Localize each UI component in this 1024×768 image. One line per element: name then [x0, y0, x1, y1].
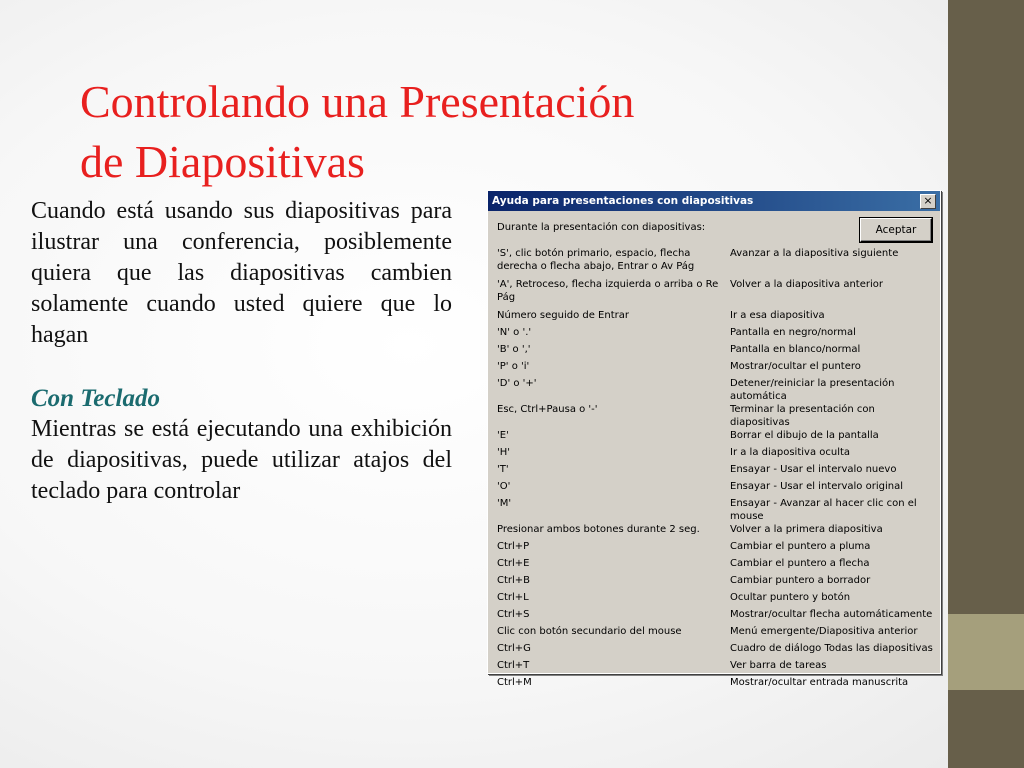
- shortcut-key: Número seguido de Entrar: [497, 310, 629, 321]
- side-decoration-accent: [948, 614, 1024, 690]
- shortcut-action: Ir a esa diapositiva: [730, 310, 825, 321]
- shortcut-action: Cambiar el puntero a pluma: [730, 541, 871, 552]
- shortcut-action: Mostrar/ocultar entrada manuscrita: [730, 677, 909, 688]
- shortcut-rows: [497, 247, 935, 693]
- shortcut-row: [497, 403, 935, 429]
- shortcut-row: [497, 557, 935, 574]
- shortcut-table: [497, 247, 935, 693]
- shortcut-key: Ctrl+G: [497, 643, 531, 654]
- shortcut-row: [497, 377, 935, 403]
- dialog-intro: Durante la presentación con diapositivas:: [497, 222, 706, 233]
- help-dialog: [487, 190, 941, 688]
- shortcut-key: Ctrl+M: [497, 677, 532, 688]
- shortcut-key: Ctrl+B: [497, 575, 531, 586]
- shortcut-action: Ocultar puntero y botón: [730, 592, 851, 603]
- shortcut-action: Ver barra de tareas: [730, 660, 827, 671]
- shortcut-action: Mostrar/ocultar el puntero: [730, 361, 861, 372]
- subheading: Con Teclado: [31, 385, 160, 412]
- shortcut-key: Ctrl+T: [497, 660, 530, 671]
- shortcut-key: 'D' o '+': [497, 378, 537, 389]
- shortcut-row: [497, 309, 935, 326]
- close-icon[interactable]: ×: [920, 194, 936, 209]
- slide-title-line-1: Controlando una Presentación: [80, 76, 635, 127]
- shortcut-action: Menú emergente/Diapositiva anterior: [730, 626, 918, 637]
- shortcut-row: [497, 574, 935, 591]
- shortcut-row: [497, 247, 935, 278]
- shortcut-row: [497, 429, 935, 446]
- shortcut-action: Cambiar puntero a borrador: [730, 575, 871, 586]
- shortcut-action: Volver a la diapositiva anterior: [730, 279, 884, 290]
- shortcut-key: Ctrl+P: [497, 541, 530, 552]
- shortcut-row: [497, 659, 935, 676]
- body-paragraph: Mientras se está ejecutando una exhibición de diapositivas, puede utilizar atajos del teclado para controlar: [31, 416, 452, 504]
- shortcut-row: [497, 523, 935, 540]
- shortcut-key: 'M': [497, 498, 512, 509]
- shortcut-key: Ctrl+E: [497, 558, 530, 569]
- dialog-titlebar[interactable]: [488, 191, 940, 211]
- shortcut-action: Mostrar/ocultar flecha automáticamente: [730, 609, 933, 620]
- shortcut-action: Cuadro de diálogo Todas las diapositivas: [730, 643, 933, 654]
- shortcut-key: Presionar ambos botones durante 2 seg.: [497, 524, 700, 535]
- shortcut-action: Borrar el dibujo de la pantalla: [730, 430, 879, 441]
- shortcut-key: 'S', clic botón primario, espacio, flecha derecha o flecha abajo, Entrar o Av Pág: [497, 248, 695, 272]
- shortcut-row: [497, 278, 935, 309]
- dialog-title: Ayuda para presentaciones con diapositivas: [492, 195, 754, 207]
- slide-title-line-2: de Diapositivas: [80, 136, 365, 187]
- shortcut-action: Terminar la presentación con diapositivas: [730, 404, 875, 428]
- shortcut-row: [497, 497, 935, 523]
- shortcut-action: Pantalla en blanco/normal: [730, 344, 861, 355]
- shortcut-key: 'E': [497, 430, 509, 441]
- shortcut-key: 'O': [497, 481, 511, 492]
- intro-paragraph: Cuando está usando sus diapositivas para ilustrar una conferencia, posiblemente quiera que las diapositivas cambien solamente cuando usted quiere que lo hagan: [31, 198, 452, 348]
- shortcut-key: 'T': [497, 464, 509, 475]
- shortcut-action: Cambiar el puntero a flecha: [730, 558, 870, 569]
- shortcut-action: Pantalla en negro/normal: [730, 327, 856, 338]
- shortcut-row: [497, 343, 935, 360]
- shortcut-key: 'A', Retroceso, flecha izquierda o arriba o Re Pág: [497, 279, 719, 303]
- shortcut-action: Volver a la primera diapositiva: [730, 524, 883, 535]
- shortcut-action: Ensayar - Usar el intervalo original: [730, 481, 903, 492]
- slide-title: [80, 72, 800, 192]
- shortcut-row: [497, 676, 935, 693]
- shortcut-action: Ensayar - Usar el intervalo nuevo: [730, 464, 897, 475]
- shortcut-row: [497, 360, 935, 377]
- shortcut-row: [497, 608, 935, 625]
- shortcut-action: Detener/reiniciar la presentación automática: [730, 378, 895, 402]
- shortcut-key: Ctrl+S: [497, 609, 530, 620]
- shortcut-row: [497, 591, 935, 608]
- shortcut-action: Avanzar a la diapositiva siguiente: [730, 248, 899, 259]
- shortcut-key: 'N' o '.': [497, 327, 532, 338]
- shortcut-key: 'H': [497, 447, 511, 458]
- shortcut-row: [497, 326, 935, 343]
- shortcut-key: Esc, Ctrl+Pausa o '-': [497, 404, 598, 415]
- shortcut-row: [497, 540, 935, 557]
- shortcut-action: Ensayar - Avanzar al hacer clic con el mouse: [730, 498, 917, 522]
- shortcut-row: [497, 642, 935, 659]
- shortcut-key: Ctrl+L: [497, 592, 529, 603]
- slide-body: [31, 196, 452, 507]
- accept-button[interactable]: Aceptar: [860, 218, 932, 242]
- shortcut-key: 'P' o 'i': [497, 361, 530, 372]
- shortcut-key: Clic con botón secundario del mouse: [497, 626, 682, 637]
- shortcut-row: [497, 446, 935, 463]
- shortcut-key: 'B' o ',': [497, 344, 531, 355]
- shortcut-action: Ir a la diapositiva oculta: [730, 447, 851, 458]
- shortcut-row: [497, 625, 935, 642]
- shortcut-row: [497, 480, 935, 497]
- shortcut-row: [497, 463, 935, 480]
